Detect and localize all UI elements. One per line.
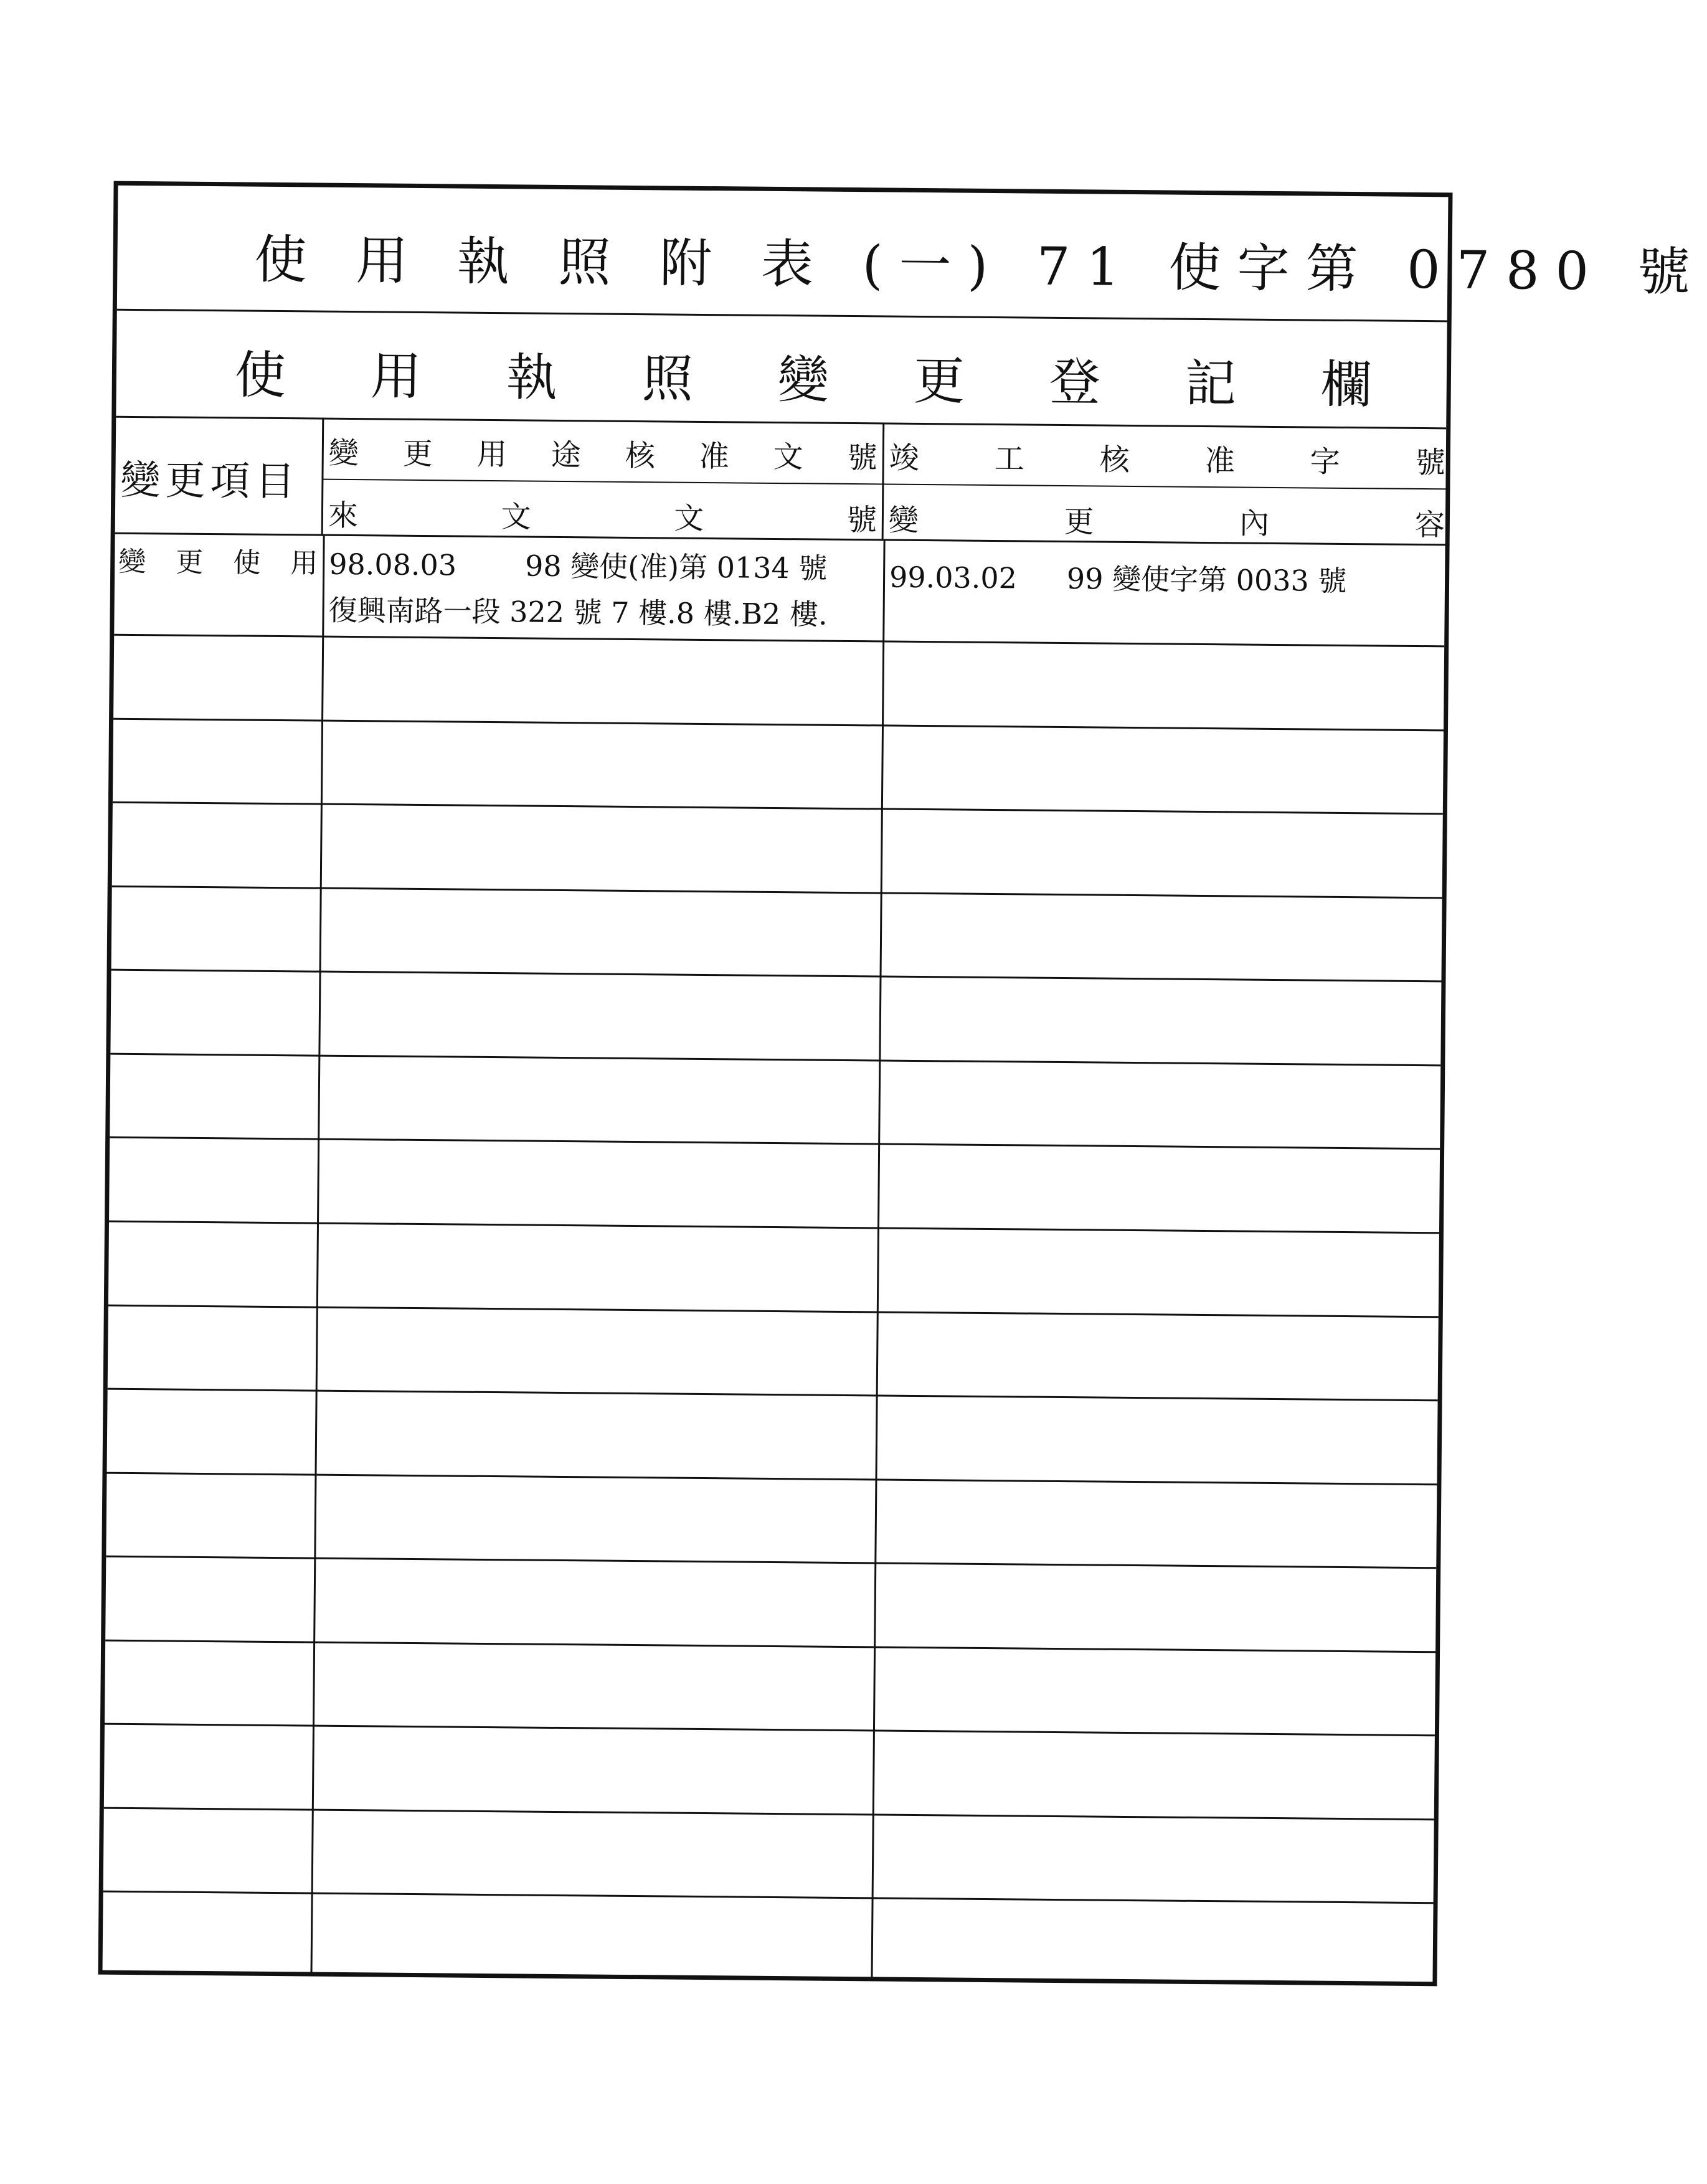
document-title: 使 用 執 照 附 表 (一) 71 使字第 0780 號 (254, 229, 1707, 303)
column-divider (871, 541, 885, 1981)
section-title-char: 欄 (1320, 355, 1373, 415)
header-char: 竣 (889, 440, 920, 476)
header-char: 號 (847, 440, 877, 476)
table-row-divider (109, 1221, 1439, 1234)
item-char: 使 (233, 547, 261, 579)
header-char: 號 (1415, 445, 1445, 481)
table-row-divider (108, 1388, 1438, 1402)
section-title-char: 使 (234, 346, 286, 406)
header-char: 號 (846, 502, 877, 538)
section-title-char: 變 (777, 350, 830, 410)
header-char: 變 (328, 435, 359, 471)
section-title-row (116, 309, 1447, 430)
header-char: 核 (625, 438, 655, 474)
table-row-divider (110, 1053, 1440, 1067)
registration-form (98, 181, 1707, 1987)
item-char: 用 (290, 547, 318, 580)
table-row-divider (113, 801, 1443, 815)
header-char: 更 (402, 436, 433, 472)
header-char: 來 (328, 498, 359, 534)
header-change-item-label: 變更項目 (120, 457, 300, 506)
header-char: 容 (1414, 507, 1445, 543)
table-body (102, 534, 1445, 1987)
item-char: 變 (118, 546, 146, 579)
header-approval-doc (323, 418, 884, 485)
section-title-char: 登 (1049, 352, 1101, 413)
table-row-divider (110, 1137, 1440, 1150)
section-title (234, 334, 1457, 418)
header-char: 途 (551, 437, 582, 473)
row-change-item (118, 539, 318, 581)
column-divider (310, 536, 324, 1977)
table-row-divider (112, 886, 1442, 899)
section-title-char: 用 (370, 347, 422, 407)
header-incoming-doc (323, 480, 884, 541)
header-char: 文 (773, 439, 803, 475)
table-row-divider (104, 1807, 1434, 1821)
header-char: 文 (673, 501, 704, 536)
section-title-char: 記 (1184, 354, 1237, 414)
table-row-divider (113, 718, 1444, 732)
header-char: 文 (501, 499, 531, 535)
header-char: 字 (1310, 444, 1340, 480)
header-completion-approval (884, 422, 1450, 489)
header-char: 准 (699, 438, 729, 475)
approval-line (329, 541, 828, 592)
completion-date: 99.03.02 (889, 560, 1018, 595)
section-title-char: 執 (506, 348, 558, 408)
table-row-divider (103, 1891, 1434, 1904)
title-row (117, 186, 1707, 323)
header-change-item (115, 416, 324, 536)
header-char: 工 (994, 442, 1025, 477)
table-row-divider (106, 1472, 1437, 1486)
table-row-divider (105, 1723, 1435, 1737)
completion-doc-number: 99 變使字第 0033 號 (1066, 562, 1347, 598)
header-char: 更 (1064, 504, 1094, 540)
header-char: 變 (888, 503, 919, 538)
item-char: 更 (176, 546, 204, 579)
approval-date: 98.08.03 (329, 547, 457, 582)
table-row-divider (106, 1556, 1436, 1569)
header-char: 內 (1239, 506, 1270, 541)
table-row-divider (108, 1305, 1439, 1318)
approval-doc-number: 98 變使(准)第 0134 號 (524, 549, 828, 585)
header-char: 用 (476, 437, 508, 473)
row-completion-approval (889, 555, 1347, 600)
table-row-divider (105, 1640, 1435, 1653)
header-change-content (884, 485, 1450, 546)
row-address: 復興南路一段 322 號 7 樓.8 樓.B2 樓. (328, 593, 828, 631)
section-title-char: 更 (913, 351, 965, 412)
header-char: 核 (1099, 442, 1130, 478)
section-title-char: 照 (641, 349, 694, 409)
row-approval-doc (328, 541, 828, 638)
table-row-divider (111, 969, 1442, 983)
header-char: 准 (1204, 443, 1235, 479)
change-table (102, 416, 1446, 1987)
